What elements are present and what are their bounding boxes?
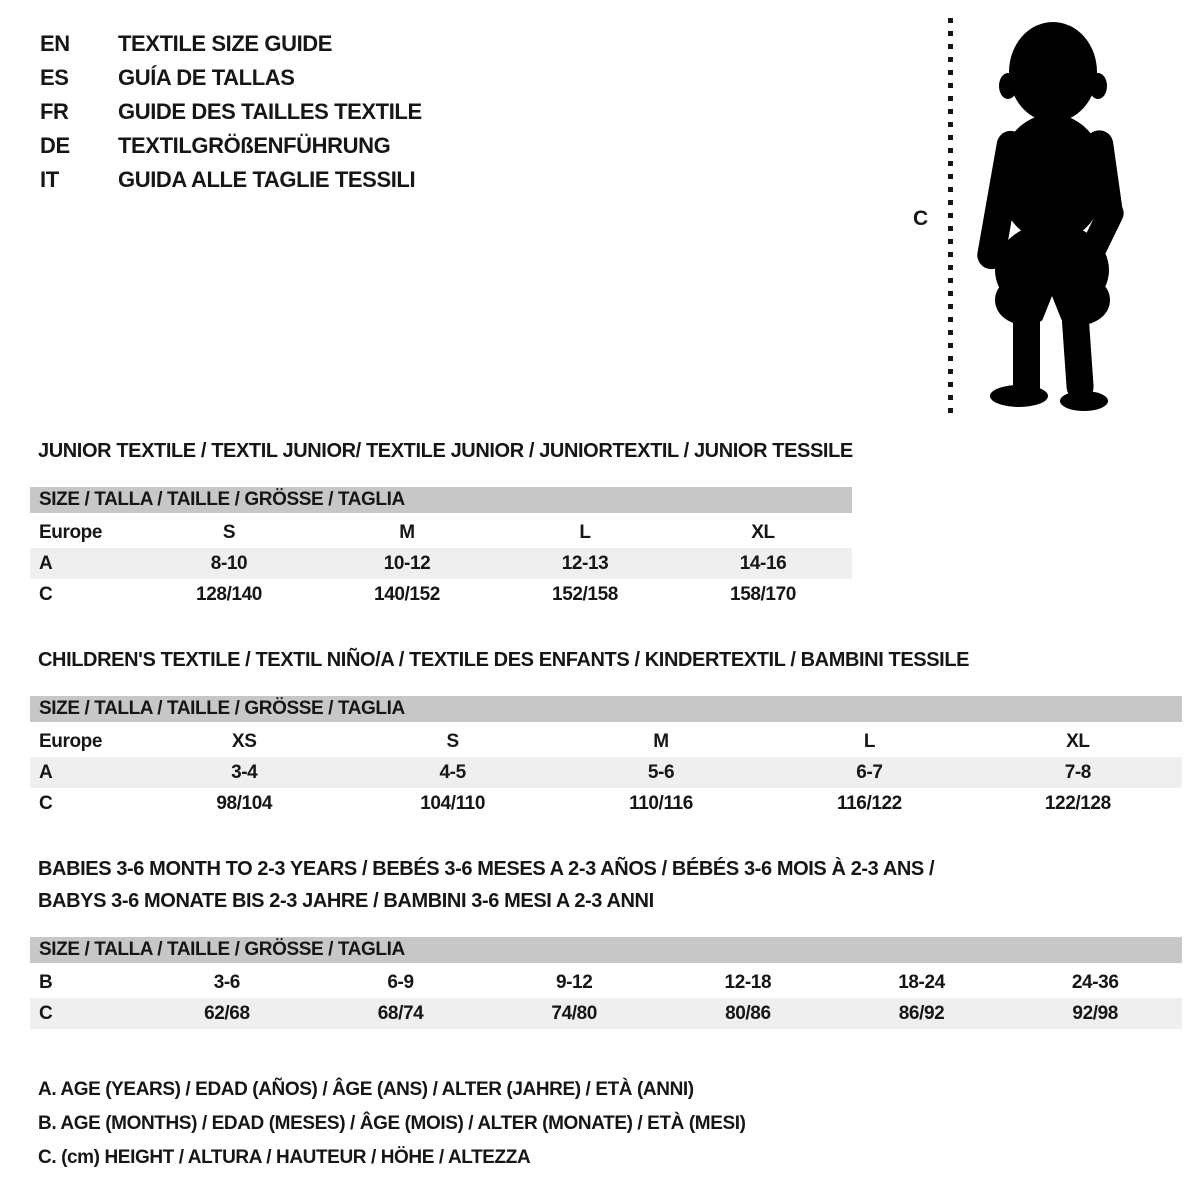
size-value: 18-24	[898, 971, 945, 993]
row-label: C	[39, 1002, 53, 1024]
language-item	[40, 163, 422, 197]
size-guide-content	[30, 435, 1182, 1175]
section-heading: JUNIOR TEXTILE / TEXTIL JUNIOR/ TEXTILE JUNIOR / JUNIORTEXTIL / JUNIOR TESSILE	[38, 440, 853, 462]
size-section	[30, 644, 1182, 819]
size-value: 14-16	[739, 552, 787, 574]
table-row	[30, 548, 852, 579]
legend-item: A. AGE (YEARS) / EDAD (AÑOS) / ÂGE (ANS) / ALTER (JAHRE) / ETÀ (ANNI)	[38, 1079, 694, 1100]
section-heading: BABIES 3-6 MONTH TO 2-3 YEARS / BEBÉS 3-6 MESES A 2-3 AÑOS / BÉBÉS 3-6 MOIS À 2-3 ANS /	[38, 858, 935, 880]
size-section	[30, 853, 1182, 1029]
row-label: Europe	[39, 730, 103, 752]
size-table	[30, 937, 1182, 1029]
language-title: TEXTILGRÖßENFÜHRUNG	[118, 133, 391, 158]
language-code: IT	[40, 167, 59, 192]
baby-figure	[905, 10, 1155, 420]
legend-item: B. AGE (MONTHS) / EDAD (MESES) / ÂGE (MOIS) / ALTER (MONATE) / ETÀ (MESI)	[38, 1113, 746, 1134]
size-value: 80/86	[725, 1002, 771, 1024]
size-value: 140/152	[374, 583, 440, 605]
size-value: 74/80	[551, 1002, 597, 1024]
size-value: 68/74	[377, 1002, 424, 1024]
size-value: 9-12	[555, 971, 593, 993]
size-value: L	[863, 730, 876, 752]
size-value: 116/122	[837, 792, 902, 814]
size-value: 98/104	[216, 792, 273, 814]
language-list	[40, 27, 422, 197]
legend-item: C. (cm) HEIGHT / ALTURA / HAUTEUR / HÖHE / ALTEZZA	[38, 1147, 531, 1168]
size-value: 8-10	[210, 552, 248, 574]
size-value: 5-6	[647, 761, 675, 783]
size-value: 4-5	[439, 761, 466, 783]
size-value: L	[579, 521, 591, 543]
table-row	[30, 967, 1182, 998]
language-code: ES	[40, 65, 69, 90]
size-value: 92/98	[1072, 1002, 1118, 1024]
height-dashed-line	[948, 18, 953, 416]
table-row	[30, 757, 1182, 788]
size-value: 128/140	[196, 583, 262, 605]
height-measure-label: C	[913, 207, 928, 230]
size-value: 86/92	[898, 1002, 945, 1024]
size-value: S	[222, 521, 236, 543]
size-value: 6-7	[856, 761, 883, 783]
size-value: M	[399, 521, 415, 543]
size-value: 110/116	[629, 792, 693, 814]
table-header: SIZE / TALLA / TAILLE / GRÖSSE / TAGLIA	[30, 937, 1182, 963]
size-value: 158/170	[730, 583, 796, 605]
size-value: 104/110	[420, 792, 486, 814]
table-row	[30, 579, 852, 610]
baby-silhouette-icon	[963, 12, 1141, 414]
row-label: Europe	[39, 521, 103, 543]
size-value: 12-13	[561, 552, 609, 574]
size-value: XS	[231, 730, 257, 752]
size-value: 62/68	[204, 1002, 250, 1024]
size-table	[30, 696, 1182, 819]
legend	[30, 1073, 1182, 1175]
size-value: XL	[1066, 730, 1090, 752]
size-value: 6-9	[387, 971, 414, 993]
size-section	[30, 435, 1182, 610]
table-row	[30, 517, 852, 548]
language-item	[40, 61, 422, 95]
size-value: 3-4	[231, 761, 258, 783]
size-value: 24-36	[1071, 971, 1119, 993]
language-item	[40, 95, 422, 129]
size-value: 3-6	[213, 971, 240, 993]
language-code: FR	[40, 99, 69, 124]
table-row	[30, 788, 1182, 819]
size-value: XL	[751, 521, 775, 543]
size-value: 7-8	[1064, 761, 1091, 783]
size-value: 152/158	[552, 583, 618, 605]
language-title: GUÍA DE TALLAS	[118, 65, 295, 90]
language-item	[40, 27, 422, 61]
row-label: A	[39, 552, 53, 574]
size-value: M	[653, 730, 669, 752]
size-value: 10-12	[383, 552, 431, 574]
table-header: SIZE / TALLA / TAILLE / GRÖSSE / TAGLIA	[30, 487, 852, 513]
language-title: GUIDA ALLE TAGLIE TESSILI	[118, 167, 416, 192]
table-header: SIZE / TALLA / TAILLE / GRÖSSE / TAGLIA	[30, 696, 1182, 722]
section-heading: CHILDREN'S TEXTILE / TEXTIL NIÑO/A / TEXTILE DES ENFANTS / KINDERTEXTIL / BAMBINI TESSILE	[38, 649, 970, 671]
row-label: C	[39, 583, 53, 605]
table-row	[30, 726, 1182, 757]
size-value: S	[446, 730, 459, 752]
size-value: 122/128	[1044, 792, 1111, 814]
language-title: TEXTILE SIZE GUIDE	[118, 31, 333, 56]
size-table	[30, 487, 852, 610]
language-code: EN	[40, 31, 70, 56]
language-code: DE	[40, 133, 70, 158]
row-label: A	[39, 761, 53, 783]
row-label: B	[39, 971, 53, 993]
table-row	[30, 998, 1182, 1029]
language-title: GUIDE DES TAILLES TEXTILE	[118, 99, 422, 124]
size-value: 12-18	[724, 971, 772, 993]
language-item	[40, 129, 422, 163]
row-label: C	[39, 792, 53, 814]
section-heading: BABYS 3-6 MONATE BIS 2-3 JAHRE / BAMBINI 3-6 MESI A 2-3 ANNI	[38, 890, 654, 912]
